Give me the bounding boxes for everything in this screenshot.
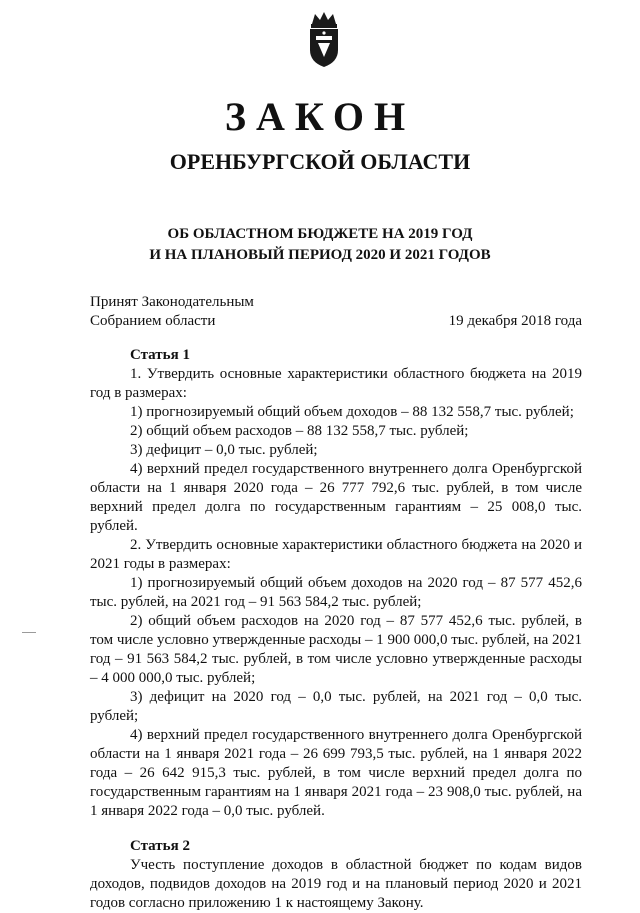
paragraph: Учесть поступление доходов в областной бюджет по кодам видов доходов, подвидов доходов на 2019 год и на плановый период 2020 и 2021 годов согласно приложению 1 к настоящему Закону. [90, 857, 582, 911]
coat-of-arms-icon [304, 10, 344, 68]
paragraph: 3) дефицит на 2020 год – 0,0 тыс. рублей, на 2021 год – 0,0 тыс. рублей; [90, 689, 582, 724]
paragraph: 1. Утвердить основные характеристики областного бюджета на 2019 год в размерах: [90, 366, 582, 401]
article-heading: Статья 1 [130, 347, 190, 363]
adoption-info [90, 293, 254, 331]
law-body [90, 346, 582, 913]
paragraph: 2) общий объем расходов на 2020 год – 87 577 452,6 тыс. рублей, в том числе условно утвержденные расходы – 1 900 000,0 тыс. рублей, на 2021 год – 91 563 584,2 тыс. рублей, в том числе условно утвержденные расходы – 4 000 000,0 тыс. рублей; [90, 613, 582, 686]
paragraph: 2) общий объем расходов – 88 132 558,7 тыс. рублей; [130, 423, 469, 439]
paragraph: 3) дефицит – 0,0 тыс. рублей; [130, 442, 318, 458]
law-name [0, 224, 640, 266]
spacer [90, 821, 582, 837]
document-title: ЗАКОН [224, 94, 416, 139]
paragraph: 1) прогнозируемый общий объем доходов – 88 132 558,7 тыс. рублей; [130, 404, 574, 420]
adoption-line-2: Собранием области [90, 313, 216, 329]
region-title: ОРЕНБУРГСКОЙ ОБЛАСТИ [169, 149, 471, 174]
paragraph: 2. Утвердить основные характеристики областного бюджета на 2020 и 2021 годы в размерах: [90, 537, 582, 572]
article-heading: Статья 2 [130, 838, 190, 854]
paragraph: 4) верхний предел государственного внутреннего долга Оренбургской области на 1 января 2020 года – 26 777 792,6 тыс. рублей, в том числе верхний предел долга по государственным гарантиям – 25 008,0 тыс. рублей. [90, 461, 582, 534]
adoption-line-1: Принят Законодательным [90, 294, 254, 310]
paragraph: 1) прогнозируемый общий объем доходов на 2020 год – 87 577 452,6 тыс. рублей, на 2021 год – 91 563 584,2 тыс. рублей; [90, 575, 582, 610]
adoption-date: 19 декабря 2018 года [448, 313, 582, 329]
margin-mark [22, 632, 36, 633]
paragraph: 4) верхний предел государственного внутреннего долга Оренбургской области на 1 января 2021 года – 26 699 793,5 тыс. рублей, на 1 января 2022 года – 26 642 915,3 тыс. рублей, в том числе верхний предел долга по государственным гарантиям на 1 января 2021 года – 23 908,0 тыс. рублей, на 1 января 2022 года – 0,0 тыс. рублей. [90, 727, 582, 819]
law-name-line-2: И НА ПЛАНОВЫЙ ПЕРИОД 2020 И 2021 ГОДОВ [149, 247, 491, 263]
law-name-line-1: ОБ ОБЛАСТНОМ БЮДЖЕТЕ НА 2019 ГОД [167, 226, 473, 242]
